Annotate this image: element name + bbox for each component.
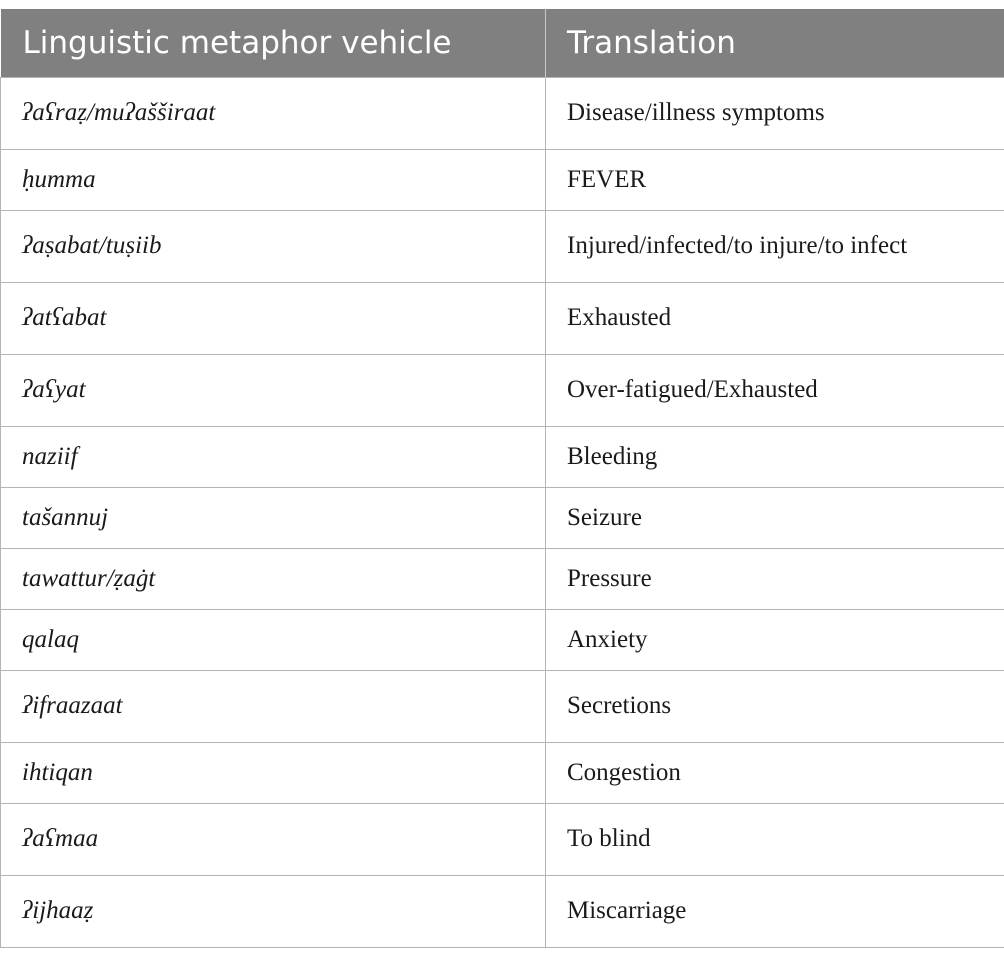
cell-vehicle: ʔifraazaat — [1, 670, 546, 742]
cell-translation: Bleeding — [546, 426, 1004, 487]
cell-translation: Over-fatigued/Exhausted — [546, 354, 1004, 426]
table-row — [1, 670, 1004, 742]
cell-vehicle: ʔijhaaẓ — [1, 875, 546, 947]
metaphor-table — [0, 9, 1004, 948]
cell-translation: Disease/illness symptoms — [546, 77, 1004, 149]
cell-vehicle: naziif — [1, 426, 546, 487]
cell-vehicle: ihtiqan — [1, 742, 546, 803]
table-row — [1, 875, 1004, 947]
cell-translation: Injured/infected/to injure/to infect — [546, 210, 1004, 282]
table-row — [1, 354, 1004, 426]
cell-vehicle: tašannuj — [1, 487, 546, 548]
cell-vehicle: tawattur/ẓaġt — [1, 548, 546, 609]
table-row — [1, 282, 1004, 354]
cell-translation: FEVER — [546, 149, 1004, 210]
cell-translation: Secretions — [546, 670, 1004, 742]
header-translation: Translation — [546, 9, 1004, 77]
cell-translation: To blind — [546, 803, 1004, 875]
table-row — [1, 77, 1004, 149]
cell-translation: Miscarriage — [546, 875, 1004, 947]
cell-vehicle: ʔaʕyat — [1, 354, 546, 426]
cell-vehicle: ʔaʕraẓ/muʔašširaat — [1, 77, 546, 149]
cell-vehicle: qalaq — [1, 609, 546, 670]
cell-translation: Pressure — [546, 548, 1004, 609]
cell-vehicle: ḥumma — [1, 149, 546, 210]
table-row — [1, 742, 1004, 803]
cell-vehicle: ʔaʕmaa — [1, 803, 546, 875]
table-row — [1, 487, 1004, 548]
table-row — [1, 210, 1004, 282]
table-row — [1, 803, 1004, 875]
cell-vehicle: ʔaṣabat/tuṣiib — [1, 210, 546, 282]
table-row — [1, 426, 1004, 487]
table-row — [1, 609, 1004, 670]
metaphor-table-container — [0, 9, 1004, 948]
table-body — [1, 77, 1004, 947]
cell-vehicle: ʔatʕabat — [1, 282, 546, 354]
cell-translation: Anxiety — [546, 609, 1004, 670]
cell-translation: Exhausted — [546, 282, 1004, 354]
header-vehicle: Linguistic metaphor vehicle — [1, 9, 546, 77]
cell-translation: Seizure — [546, 487, 1004, 548]
table-row — [1, 149, 1004, 210]
table-header-row — [1, 9, 1004, 77]
cell-translation: Congestion — [546, 742, 1004, 803]
table-row — [1, 548, 1004, 609]
